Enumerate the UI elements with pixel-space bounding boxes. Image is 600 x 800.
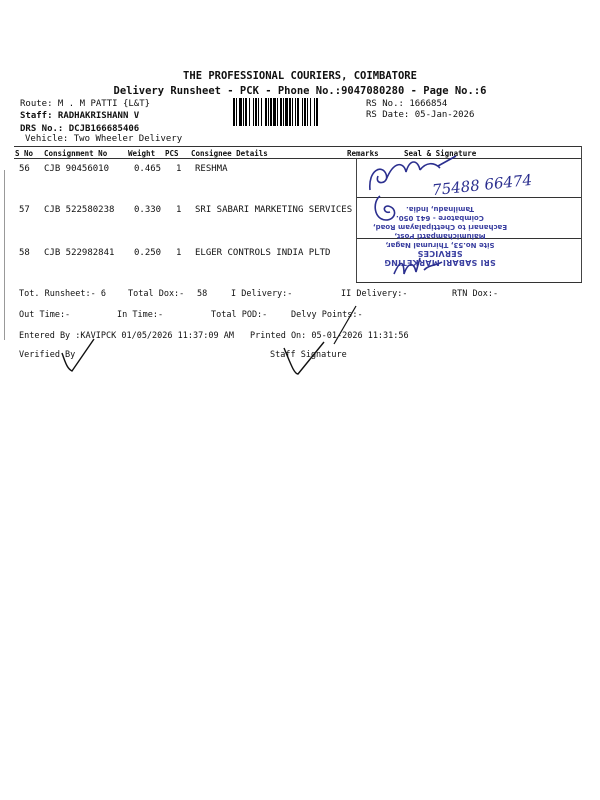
barcode-bar: [249, 98, 250, 126]
route-label: Route: M . M PATTI {L&T}: [20, 99, 151, 109]
row-consignment: CJB 522580238: [44, 205, 115, 215]
barcode-bar: [316, 98, 318, 126]
drs-number: DRS No.: DCJB166685406: [20, 124, 140, 134]
barcode-bar: [297, 98, 299, 126]
table-head-rule: [14, 158, 582, 159]
barcode-bar: [304, 98, 306, 126]
staff-signature: Staff Signature: [270, 350, 347, 360]
col-pcs: PCS: [165, 149, 179, 158]
barcode-bar: [273, 98, 276, 126]
seal-column-rule: [356, 158, 357, 282]
table-top-rule: [14, 146, 582, 147]
staff-label: Staff: RADHAKRISHANN V: [20, 111, 140, 121]
barcode-bar: [292, 98, 293, 126]
rs-date: RS Date: 05-Jan-2026: [366, 110, 475, 120]
barcode-bar: [261, 98, 262, 126]
entered-by: Entered By :KAVIPCK 01/05/2026 11:37:09 AM: [19, 331, 234, 341]
out-time: Out Time:-: [19, 310, 71, 320]
barcode-bar: [285, 98, 288, 126]
signature-row58: [390, 252, 450, 280]
barcode-bar: [302, 98, 303, 126]
table-right-rule: [581, 146, 582, 282]
barcode-bar: [258, 98, 259, 126]
barcode-bar: [280, 98, 282, 126]
rtn-dox: RTN Dox:-: [452, 289, 499, 299]
row-sno: 56: [19, 164, 30, 174]
total-dox-label: Total Dox:-: [128, 289, 185, 299]
stamp-address-line: Malumichampatti Post,: [394, 232, 486, 240]
verified-signature: [58, 335, 98, 375]
row-consignee: ELGER CONTROLS INDIA PLTD: [195, 248, 331, 258]
stamp-address-line: Site No.53, Thirumal Nagar,: [385, 241, 495, 249]
barcode-bar: [289, 98, 291, 126]
row-sno: 57: [19, 205, 30, 215]
printed-on: Printed On: 05-01-2026 11:31:56: [250, 331, 409, 341]
verified-by: Verified By: [19, 350, 76, 360]
stamp-firm-name: SRI SABARI MARKETING SERVICES: [384, 249, 496, 267]
i-delivery: I Delivery:-: [231, 289, 293, 299]
rs-number: RS No.: 1666854: [366, 99, 448, 109]
col-consignee: Consignee Details: [191, 149, 268, 158]
barcode-bar: [295, 98, 296, 126]
stamp-address-line: Coimbatore - 641 050.: [396, 214, 484, 222]
barcode-bar: [243, 98, 244, 126]
col-remarks: Remarks: [347, 149, 379, 158]
handwritten-phone: 75488 66474: [431, 170, 533, 200]
barcode-bar: [283, 98, 284, 126]
barcode-bar: [253, 98, 254, 126]
total-dox-value: 58: [197, 289, 208, 299]
ii-delivery: II Delivery:-: [341, 289, 408, 299]
barcode-bar: [314, 98, 315, 126]
row-weight: 0.465: [134, 164, 162, 174]
row-consignee: RESHMA: [195, 164, 228, 174]
delvy-points-tick: [320, 300, 370, 350]
barcode-bar: [270, 98, 272, 126]
barcode-bar: [307, 98, 308, 126]
barcode-bar: [239, 98, 242, 126]
row-pcs: 1: [176, 164, 182, 174]
row-consignee: SRI SABARI MARKETING SERVICES: [195, 205, 353, 215]
barcode-bar: [236, 98, 237, 126]
row-rule: [356, 282, 582, 283]
stamp-address-line: Eachanari to Chettipalayam Road,: [372, 223, 508, 231]
barcode-bar: [268, 98, 269, 126]
stamp-address-line: Tamilnadu, India.: [406, 205, 474, 213]
delvy-points: Delvy Points:-: [291, 310, 363, 320]
row-consignment: CJB 522982841: [44, 248, 115, 258]
tot-runsheet: Tot. Runsheet:- 6: [19, 289, 106, 299]
total-pod: Total POD:-: [211, 310, 268, 320]
row-weight: 0.330: [134, 205, 162, 215]
scan-edge-line: [4, 170, 5, 340]
col-weight: Weight: [128, 149, 156, 158]
in-time: In Time:-: [117, 310, 164, 320]
vehicle-label: Vehicle: Two Wheeler Delivery: [25, 134, 183, 144]
row-pcs: 1: [176, 248, 182, 258]
runsheet-title: Delivery Runsheet - PCK - Phone No.:9047080280 - Page No.:6: [113, 85, 487, 97]
row-sno: 58: [19, 248, 30, 258]
barcode-bar: [310, 98, 311, 126]
barcode: [233, 98, 360, 126]
barcode-bar: [233, 98, 235, 126]
col-sno: S No: [15, 149, 34, 158]
barcode-bar: [255, 98, 257, 126]
row-weight: 0.250: [134, 248, 162, 258]
barcode-bar: [277, 98, 278, 126]
col-seal-signature: Seal & Signature: [404, 149, 477, 158]
barcode-bar: [265, 98, 267, 126]
row-pcs: 1: [176, 205, 182, 215]
company-title: THE PROFESSIONAL COURIERS, COIMBATORE: [183, 70, 417, 82]
row-consignment: CJB 90456010: [44, 164, 110, 174]
barcode-bar: [245, 98, 247, 126]
signature-row57: [368, 190, 408, 230]
col-consignment: Consignment No: [44, 149, 108, 158]
